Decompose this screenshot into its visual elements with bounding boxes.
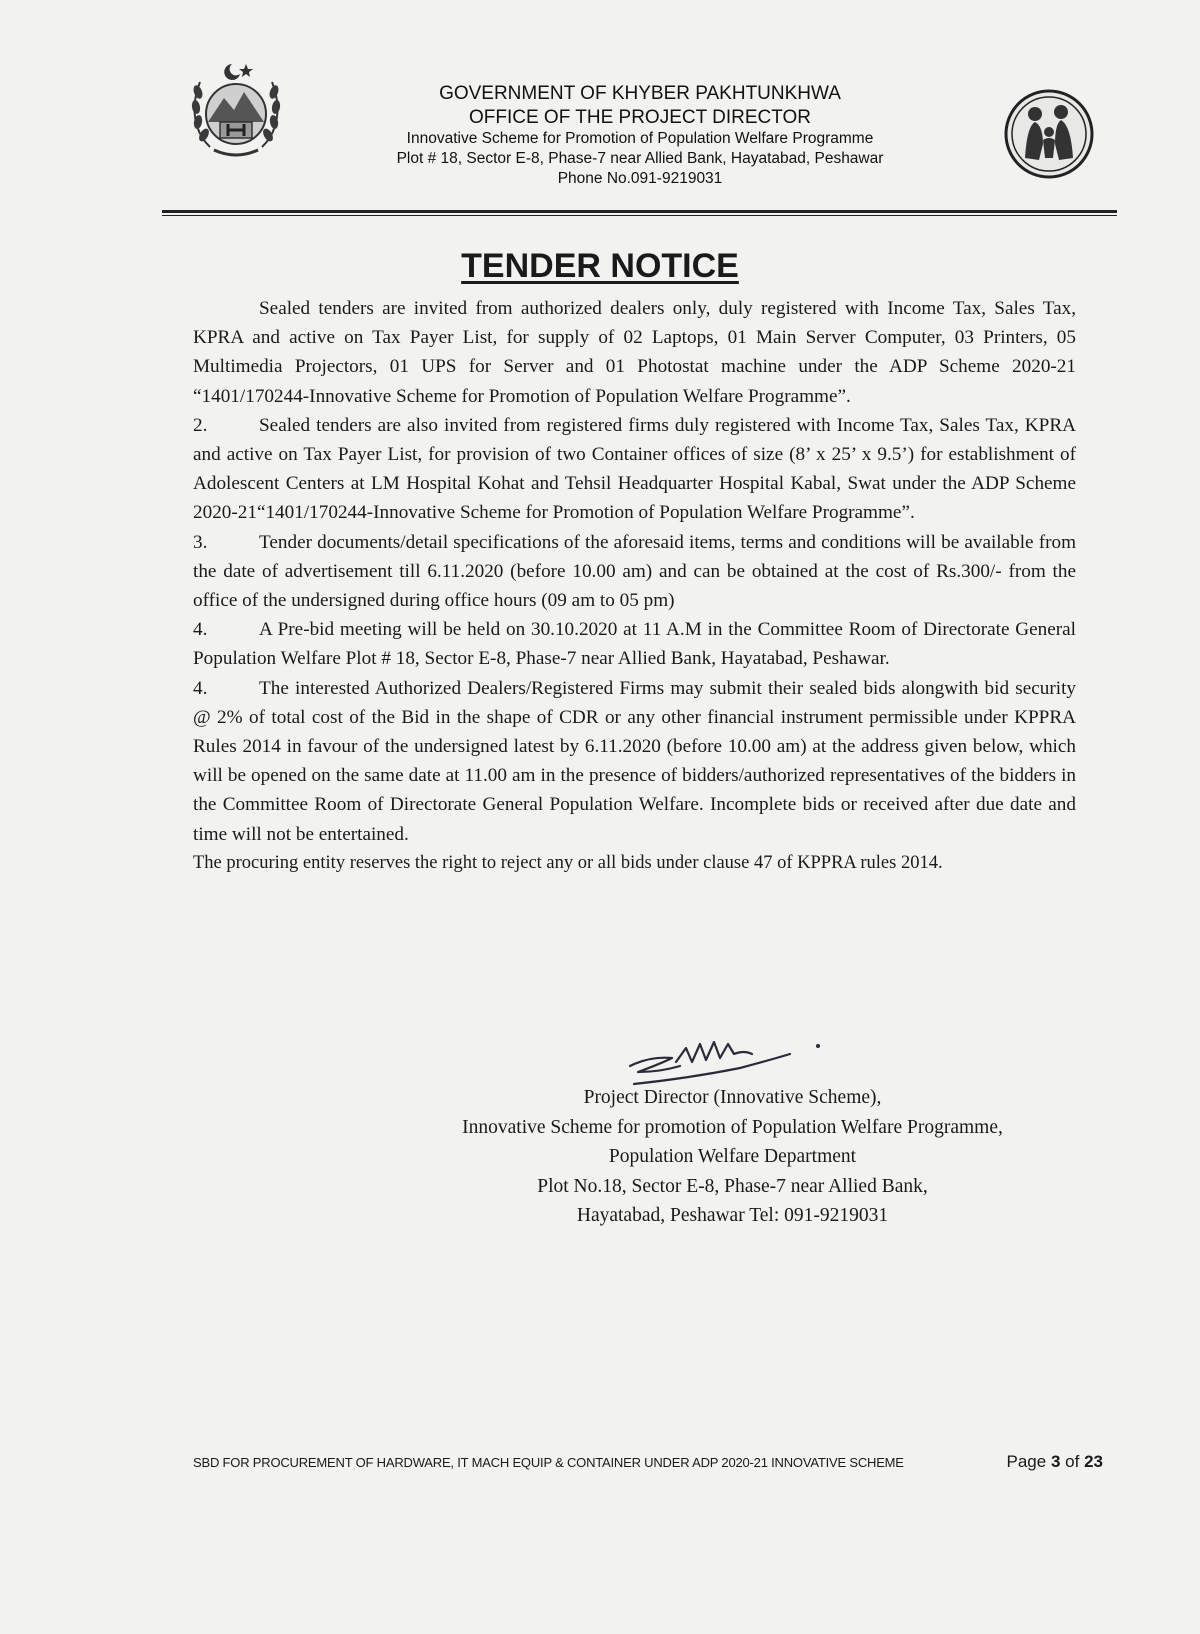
page-number xyxy=(1007,1452,1103,1472)
paragraph-1 xyxy=(193,294,1076,411)
page-title: TENDER NOTICE xyxy=(461,247,739,285)
letterhead-scheme: Innovative Scheme for Promotion of Population Welfare Programme xyxy=(406,130,874,147)
population-welfare-emblem-icon xyxy=(1003,88,1095,180)
page-total: 23 xyxy=(1084,1452,1103,1471)
page-word: Page xyxy=(1006,1452,1047,1471)
signature-title: Project Director (Innovative Scheme), xyxy=(583,1087,882,1108)
closing-statement: The procuring entity reserves the right to reject any or all bids under clause 47 of KPPRA rules 2014. xyxy=(193,852,943,873)
signature-phone: Hayatabad, Peshawar Tel: 091-9219031 xyxy=(576,1205,889,1226)
header-rule xyxy=(162,210,1117,213)
letterhead xyxy=(320,82,960,189)
paragraph-1-text: Sealed tenders are invited from authorized dealers only, duly registered with Income Tax, Sales Tax, KPRA and active on Tax Payer List, for supply of 02 Laptops, 01 Main Server Computer, 03 Printers, 05 Multimedia Projectors, 01 UPS for Server and 01 Photostat machine under the ADP Scheme 2020-21 “1401/170244-Innovative Scheme for Promotion of Population Welfare Programme”. xyxy=(193,298,1076,407)
paragraph-4-text: A Pre-bid meeting will be held on 30.10.2020 at 11 A.M in the Committee Room of Directorate General Population Welfare Plot # 18, Sector E-8, Phase-7 near Allied Bank, Hayatabad, Peshawar. xyxy=(193,619,1076,670)
paragraph-4 xyxy=(193,615,1076,673)
header-rule-thin xyxy=(162,215,1117,216)
page-current: 3 xyxy=(1050,1452,1061,1471)
signature-scheme: Innovative Scheme for promotion of Population Welfare Programme, xyxy=(462,1116,1003,1138)
letterhead-phone: Phone No.091-9219031 xyxy=(557,170,723,187)
letterhead-address: Plot # 18, Sector E-8, Phase-7 near Allied Bank, Hayatabad, Peshawar xyxy=(396,150,884,167)
signature-block xyxy=(420,1083,1045,1231)
page-footer xyxy=(193,1452,1103,1472)
kp-government-emblem-icon xyxy=(188,52,284,162)
paragraph-5-text: The interested Authorized Dealers/Registered Firms may submit their sealed bids alongwith bid security @ 2% of total cost of the Bid in the shape of CDR or any other financial instrument permissible under KPPRA Rules 2014 in favour of the undersigned latest by 6.11.2020 (before 10.00 am) at the address given below, which will be opened on the same date at 11.00 am in the presence of bidders/authorized representatives of the bidders in the Committee Room of Directorate General Population Welfare. Incomplete bids or received after due date and time will not be entertained. xyxy=(193,677,1076,845)
signature-address: Plot No.18, Sector E-8, Phase-7 near Allied Bank, xyxy=(537,1175,928,1197)
paragraph-2-number: 2. xyxy=(193,414,208,436)
letterhead-government: GOVERNMENT OF KHYBER PAKHTUNKHWA xyxy=(439,83,841,104)
paragraph-2-text: Sealed tenders are also invited from registered firms duly registered with Income Tax, Sales Tax, KPRA and active on Tax Payer List, for provision of two Container offices of size (8’ x 25’ x 9.5’) for establishment of Adolescent Centers at LM Hospital Kohat and Tehsil Headquarter Hospital Kabal, Swat under the ADP Scheme 2020-21“1401/170244-Innovative Scheme for Promotion of Population Welfare Programme”. xyxy=(193,414,1076,524)
paragraph-3-number: 3. xyxy=(193,531,208,553)
paragraph-2 xyxy=(193,411,1076,528)
notice-body xyxy=(193,294,1076,878)
page-of: of xyxy=(1065,1452,1080,1471)
signature-department: Population Welfare Department xyxy=(608,1146,857,1167)
footer-document-title: SBD FOR PROCUREMENT OF HARDWARE, IT MACH EQUIP & CONTAINER UNDER ADP 2020-21 INNOVATIVE SCHEME xyxy=(193,1455,904,1470)
paragraph-4-number: 4. xyxy=(193,619,208,641)
paragraph-5-number: 4. xyxy=(193,677,208,699)
paragraph-3-text: Tender documents/detail specifications of the aforesaid items, terms and conditions will be available from the date of advertisement till 6.11.2020 (before 10.00 am) and can be obtained at the cost of Rs.300/- from the office of the undersigned during office hours (09 am to 05 pm) xyxy=(193,531,1076,612)
letterhead-office: OFFICE OF THE PROJECT DIRECTOR xyxy=(468,107,812,128)
paragraph-3 xyxy=(193,528,1076,616)
paragraph-5 xyxy=(193,674,1076,849)
